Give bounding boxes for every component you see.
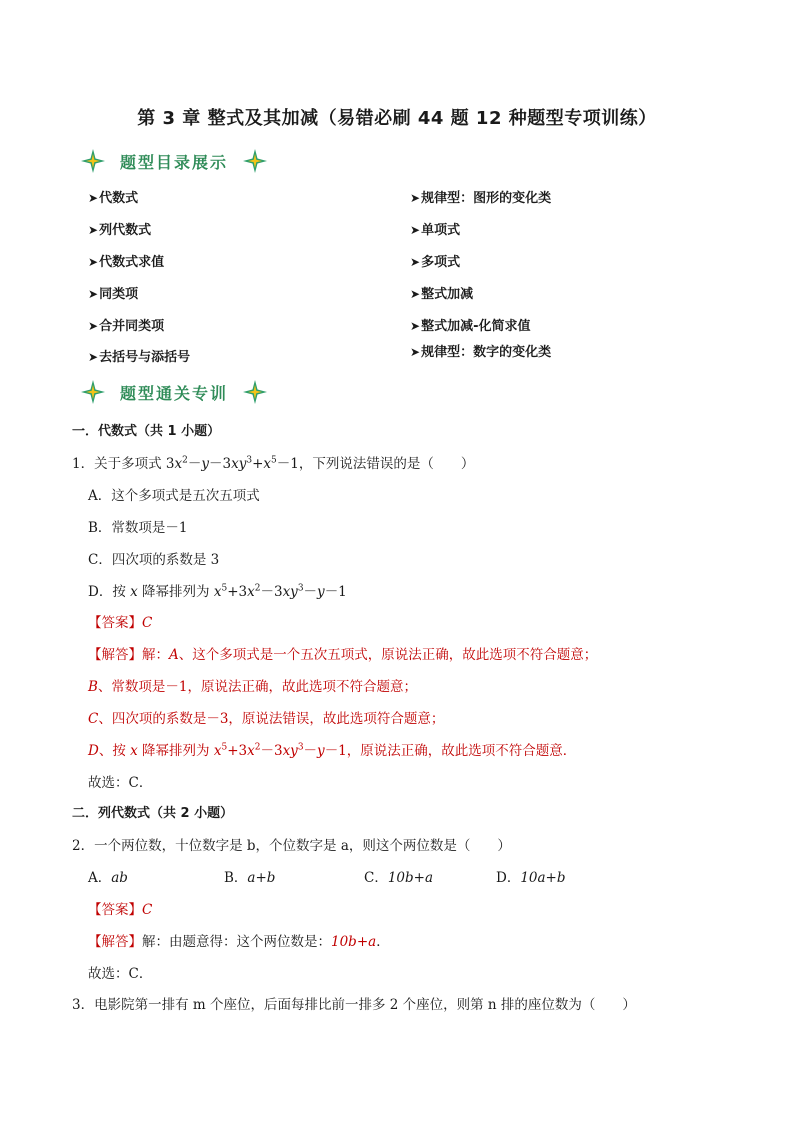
choose-line: 故选：C． (88, 775, 153, 791)
toc-banner (80, 147, 268, 175)
arrow-icon: ➤ (88, 255, 99, 269)
toc-item[interactable]: ➤代数式 (88, 191, 139, 206)
banner-title: 题型目录展示 (120, 152, 229, 172)
toc-item[interactable]: ➤合并同类项 (88, 319, 165, 334)
toc-item[interactable]: ➤整式加减-化简求值 (410, 319, 531, 334)
sparkle-icon (80, 148, 106, 174)
option-b[interactable]: B．a+b (224, 870, 276, 886)
banner-title: 题型通关专训 (120, 383, 229, 403)
arrow-icon: ➤ (410, 191, 421, 205)
sparkle-icon (80, 379, 106, 405)
option-a[interactable]: A．ab (88, 870, 128, 886)
practice-banner (80, 378, 268, 406)
toc-item[interactable]: ➤多项式 (410, 255, 461, 270)
arrow-icon: ➤ (410, 319, 421, 333)
solution-line: 【解答】解：A、这个多项式是一个五次五项式，原说法正确，故此选项不符合题意； (88, 647, 598, 663)
option-c[interactable]: C．10b+a (364, 870, 434, 886)
question-stem: 3．电影院第一排有 m 个座位，后面每排比前一排多 2 个座位，则第 n 排的座位数为（ ） (72, 997, 636, 1013)
option-d[interactable]: D．10a+b (496, 870, 566, 886)
option-c[interactable]: C．四次项的系数是 3 (88, 552, 220, 568)
arrow-icon: ➤ (88, 319, 99, 333)
arrow-icon: ➤ (88, 287, 99, 301)
toc-item[interactable]: ➤列代数式 (88, 223, 152, 238)
arrow-icon: ➤ (88, 191, 99, 205)
toc-item[interactable]: ➤代数式求值 (88, 255, 165, 270)
answer-line: 【答案】C (88, 615, 153, 631)
sparkle-icon (242, 148, 268, 174)
toc-item[interactable]: ➤去括号与添括号 (88, 350, 191, 365)
arrow-icon: ➤ (88, 350, 99, 364)
section-heading: 二．列代数式（共 2 小题） (72, 806, 234, 821)
solution-line: 【解答】解：由题意得：这个两位数是：10b+a． (88, 934, 390, 950)
solution-line: B、常数项是－1，原说法正确，故此选项不符合题意； (88, 679, 418, 695)
toc-item[interactable]: ➤整式加减 (410, 287, 474, 302)
option-b[interactable]: B．常数项是－1 (88, 520, 188, 536)
arrow-icon: ➤ (410, 223, 421, 237)
arrow-icon: ➤ (88, 223, 99, 237)
arrow-icon: ➤ (410, 287, 421, 301)
arrow-icon: ➤ (410, 255, 421, 269)
choose-line: 故选：C． (88, 966, 153, 982)
section-heading: 一．代数式（共 1 小题） (72, 424, 221, 439)
option-a[interactable]: A．这个多项式是五次五项式 (88, 488, 260, 504)
sparkle-icon (242, 379, 268, 405)
toc-item[interactable]: ➤规律型：图形的变化类 (410, 191, 552, 206)
option-d[interactable]: D．按 x 降幂排列为 $x^5+3x^2-3xy^3-y-1$ (88, 583, 347, 600)
toc-item[interactable]: ➤规律型：数字的变化类 (410, 345, 552, 360)
question-stem: 2．一个两位数，十位数字是 b，个位数字是 a，则这个两位数是（ ） (72, 838, 511, 854)
solution-line: D、按 x 降幂排列为 $x^5+3x^2-3xy^3-y-1$，原说法正确，故此选项不符合题意． (88, 742, 577, 759)
toc-item[interactable]: ➤同类项 (88, 287, 139, 302)
page-title: 第 3 章 整式及其加减（易错必刷 44 题 12 种题型专项训练） (137, 108, 657, 129)
answer-line: 【答案】C (88, 902, 153, 918)
question-stem: 1．关于多项式 $3x^2-y-3xy^3+x^5-1$，下列说法错误的是（ ） (72, 455, 475, 472)
toc-item[interactable]: ➤单项式 (410, 223, 461, 238)
solution-line: C、四次项的系数是－3，原说法错误，故此选项符合题意； (88, 711, 445, 727)
arrow-icon: ➤ (410, 345, 421, 359)
